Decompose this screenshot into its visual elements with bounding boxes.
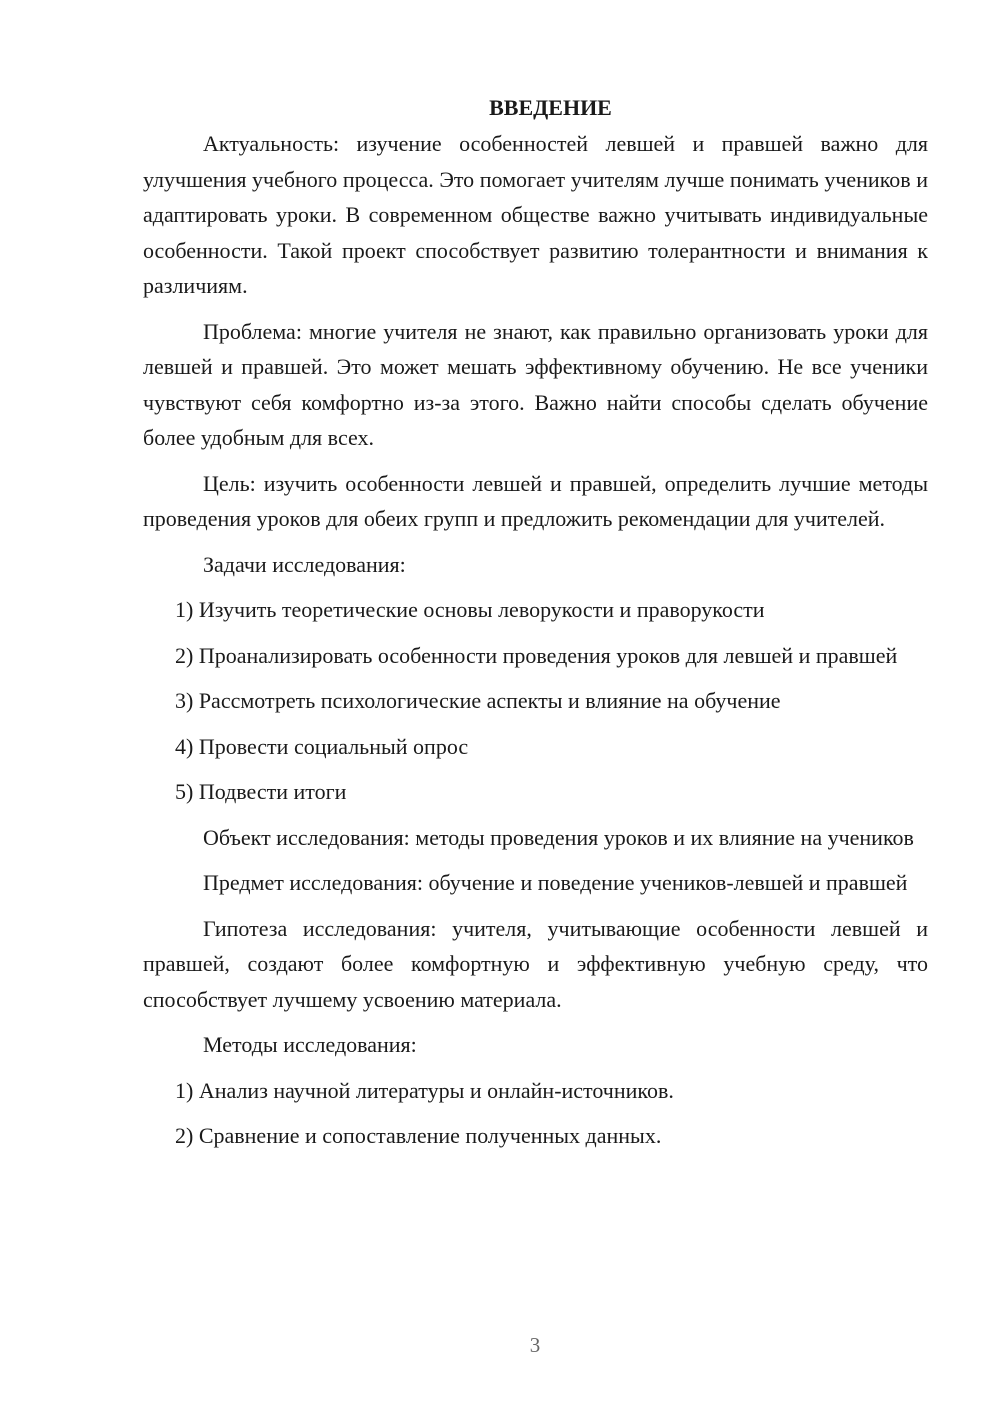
page-title: ВВЕДЕНИЕ <box>489 95 612 120</box>
subject-paragraph: Предмет исследования: обучение и поведение учеников-левшей и правшей <box>203 870 908 895</box>
task-item-1: 1) Изучить теоретические основы леворукости и праворукости <box>175 597 765 622</box>
method-item-1: 1) Анализ научной литературы и онлайн-источников. <box>175 1077 674 1103</box>
task-item-3: 3) Рассмотреть психологические аспекты и влияние на обучение <box>175 688 781 713</box>
method-item-2: 2) Сравнение и сопоставление полученных данных. <box>175 1123 662 1148</box>
task-item-4: 4) Провести социальный опрос <box>175 733 469 759</box>
methods-heading: Методы исследования: <box>203 1032 417 1057</box>
goal-paragraph: Цель: изучить особенности левшей и правшей, определить лучшие методы проведения уроков для обеих групп и предложить рекомендации для учителей. <box>143 470 928 531</box>
task-item-2: 2) Проанализировать особенности проведения уроков для левшей и правшей <box>175 642 898 668</box>
page-number: 3 <box>529 1333 541 1357</box>
tasks-heading: Задачи исследования: <box>203 551 406 577</box>
problem-paragraph: Проблема: многие учителя не знают, как правильно организовать уроки для левшей и правшей. Это может мешать эффективному обучению. Не все ученики чувствуют себя комфортно из-за этого. Важно найти способы сделать обучение более удобным для всех. <box>143 318 928 450</box>
relevance-paragraph: Актуальность: изучение особенностей левшей и правшей важно для улучшения учебного процесса. Это помогает учителям лучше понимать учеников и адаптировать уроки. В современном обществе важно учитывать индивидуальные особенности. Такой проект способствует развитию толерантности и внимания к различиям. <box>143 131 928 298</box>
object-paragraph: Объект исследования: методы проведения уроков и их влияние на учеников <box>203 824 914 850</box>
task-item-5: 5) Подвести итоги <box>175 779 347 804</box>
hypothesis-paragraph: Гипотеза исследования: учителя, учитывающие особенности левшей и правшей, создают более комфортную и эффективную учебную среду, что способствует лучшему усвоению материала. <box>143 915 928 1012</box>
